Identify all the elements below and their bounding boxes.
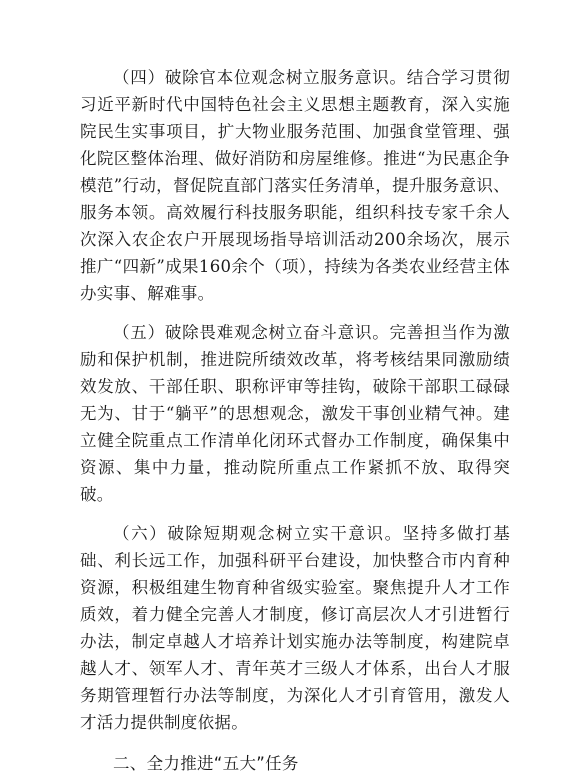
document-body: [80, 64, 510, 777]
paragraph-break-fear-of-difficulty: （五）破除畏难观念树立奋斗意识。完善担当作为激励和保护机制，推进院所绩效改革，将考核结果同激励绩效发放、干部任职、职称评审等挂钩，破除干部职工碌碌无为、甘于“躺平”的思想观念，激发干事创业精气神。建立健全院重点工作清单化闭环式督办工作制度，确保集中资源、集中力量，推动院所重点工作紧抓不放、取得突破。: [80, 323, 510, 504]
paragraph-break-short-term: （六）破除短期观念树立实干意识。坚持多做打基础、利长远工作，加强科研平台建设，加快整合市内育种资源，积极组建生物育种省级实验室。聚焦提升人才工作质效，着力健全完善人才制度，修订高层次人才引进暂行办法，制定卓越人才培养计划实施办法等制度，构建院卓越人才、领军人才、青年英才三级人才体系，出台人才服务期管理暂行办法等制度，为深化人才引育管用，激发人才活力提供制度依据。: [80, 524, 510, 732]
section-heading: 二、全力推进“五大”任务: [113, 754, 299, 773]
paragraph-break-bureaucracy: （四）破除官本位观念树立服务意识。结合学习贯彻习近平新时代中国特色社会主义思想主题教育，深入实施院民生实事项目，扩大物业服务范围、加强食堂管理、强化院区整体治理、做好消防和房屋维修。推进“为民惠企争模范”行动，督促院直部门落实任务清单，提升服务意识、服务本领。高效履行科技服务职能，组织科技专家千余人次深入农企农户开展现场指导培训活动200余场次，展示推广“四新”成果160余个（项），持续为各类农业经营主体办实事、解难事。: [80, 68, 510, 303]
